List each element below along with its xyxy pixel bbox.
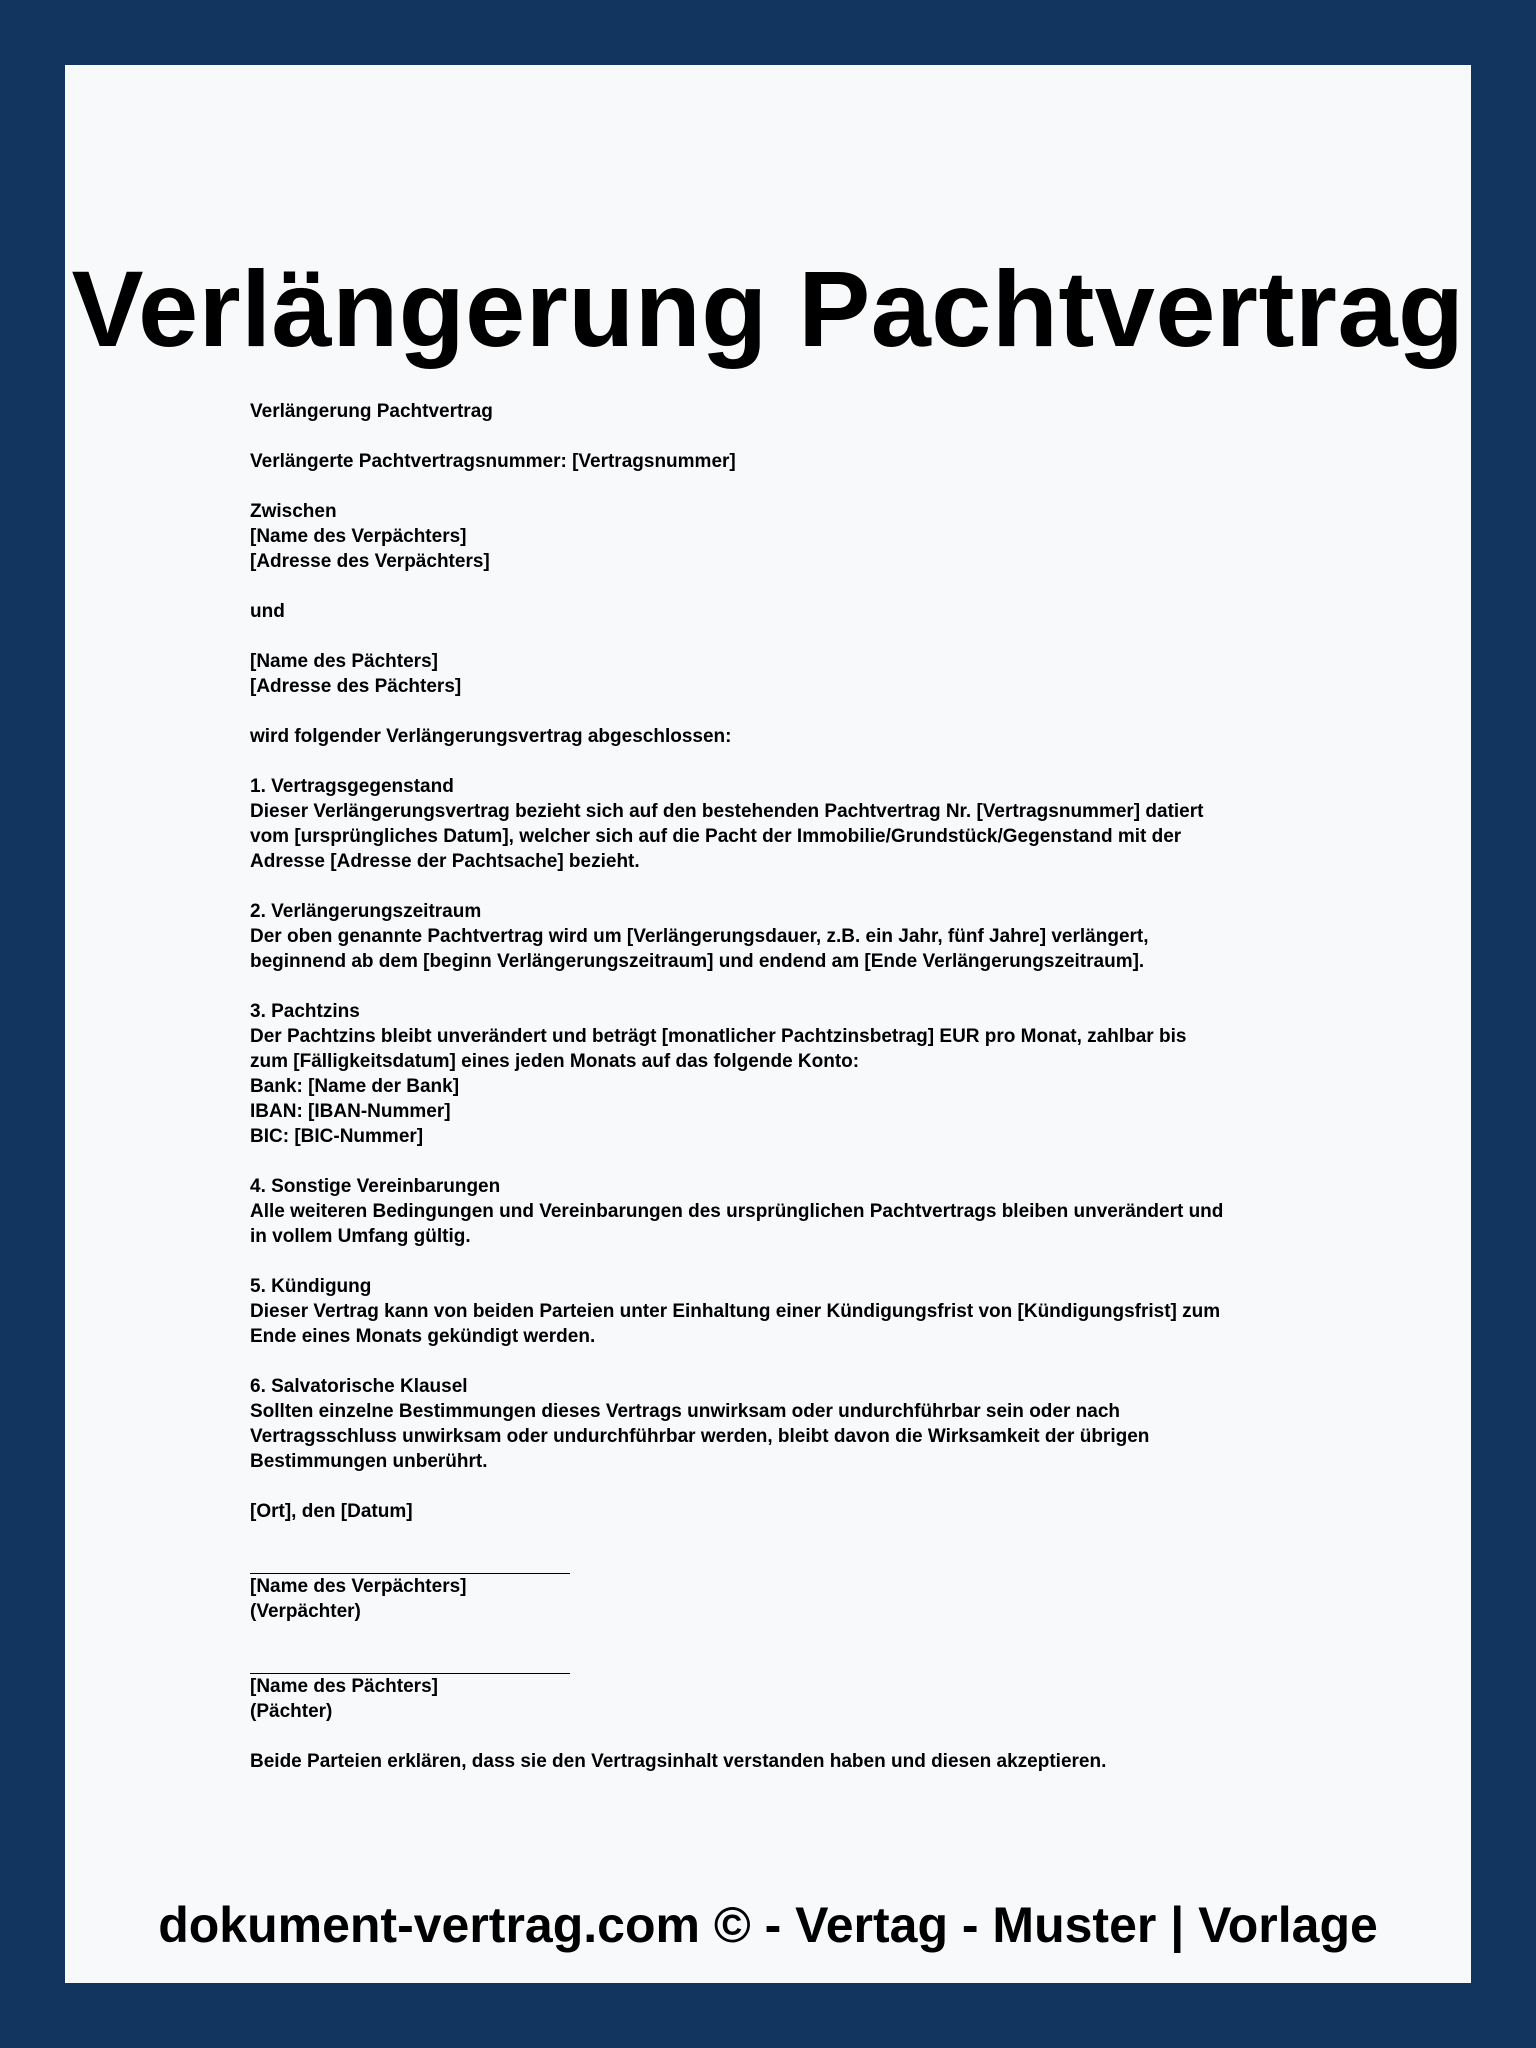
section-line: Der oben genannte Pachtvertrag wird um [Verlängerungsdauer, z.B. ein Jahr, fünf Jahre] verlängert, xyxy=(250,926,1149,947)
signature-line-tenant xyxy=(250,1653,570,1674)
signature-role-lessor: (Verpächter) xyxy=(250,1601,361,1622)
signature-name-tenant: [Name des Pächters] xyxy=(250,1676,438,1697)
lessor-name: [Name des Verpächters] xyxy=(250,526,467,547)
footer-credit: dokument-vertrag.com © - Vertag - Muster | Vorlage xyxy=(158,1897,1378,1953)
section-line: Sollten einzelne Bestimmungen dieses Vertrags unwirksam oder undurchführbar sein oder nach xyxy=(250,1401,1120,1422)
section-line: Vertragsschluss unwirksam oder undurchführbar werden, bleibt davon die Wirksamkeit der übrigen xyxy=(250,1426,1150,1447)
section-heading: 5. Kündigung xyxy=(250,1276,372,1297)
and-label: und xyxy=(250,601,285,622)
bank-line: Bank: [Name der Bank] xyxy=(250,1076,460,1097)
section-heading: 6. Salvatorische Klausel xyxy=(250,1376,468,1397)
iban-line: IBAN: [IBAN-Nummer] xyxy=(250,1101,451,1122)
document-page xyxy=(65,65,1471,1983)
lessor-address: [Adresse des Verpächters] xyxy=(250,551,490,572)
doc-heading: Verlängerung Pachtvertrag xyxy=(250,401,493,422)
section-line: Adresse [Adresse der Pachtsache] bezieht. xyxy=(250,851,640,872)
closing-statement: Beide Parteien erklären, dass sie den Vertragsinhalt verstanden haben und diesen akzeptieren. xyxy=(250,1751,1107,1772)
contract-number: Verlängerte Pachtvertragsnummer: [Vertragsnummer] xyxy=(250,451,736,472)
section-heading: 3. Pachtzins xyxy=(250,1001,360,1022)
section-heading: 2. Verlängerungszeitraum xyxy=(250,901,482,922)
section-line: Ende eines Monats gekündigt werden. xyxy=(250,1326,596,1347)
signature-line-lessor xyxy=(250,1553,570,1574)
section-line: Dieser Verlängerungsvertrag bezieht sich auf den bestehenden Pachtvertrag Nr. [Vertragsnummer] datiert xyxy=(250,801,1204,822)
section-line: vom [ursprüngliches Datum], welcher sich auf die Pacht der Immobilie/Grundstück/Gegenstand mit der xyxy=(250,826,1182,847)
section-line: Dieser Vertrag kann von beiden Parteien unter Einhaltung einer Kündigungsfrist von [Kündigungsfrist] zum xyxy=(250,1301,1221,1322)
section-heading: 1. Vertragsgegenstand xyxy=(250,776,454,797)
intro-text: wird folgender Verlängerungsvertrag abgeschlossen: xyxy=(250,726,732,747)
bic-line: BIC: [BIC-Nummer] xyxy=(250,1126,424,1147)
tenant-name: [Name des Pächters] xyxy=(250,651,438,672)
place-date: [Ort], den [Datum] xyxy=(250,1501,413,1522)
section-line: Bestimmungen unberührt. xyxy=(250,1451,488,1472)
section-line: Alle weiteren Bedingungen und Vereinbarungen des ursprünglichen Pachtvertrags bleiben unverändert und xyxy=(250,1201,1224,1222)
contract-body xyxy=(250,399,1310,1774)
section-heading: 4. Sonstige Vereinbarungen xyxy=(250,1176,501,1197)
section-line: beginnend ab dem [beginn Verlängerungszeitraum] und endend am [Ende Verlängerungszeitraum]. xyxy=(250,951,1145,972)
signature-name-lessor: [Name des Verpächters] xyxy=(250,1576,467,1597)
signature-role-tenant: (Pächter) xyxy=(250,1701,333,1722)
section-line: in vollem Umfang gültig. xyxy=(250,1226,471,1247)
page-title: Verlängerung Pachtvertrag xyxy=(71,248,1465,369)
between-label: Zwischen xyxy=(250,501,337,522)
section-line: Der Pachtzins bleibt unverändert und beträgt [monatlicher Pachtzinsbetrag] EUR pro Monat, zahlbar bis xyxy=(250,1026,1187,1047)
tenant-address: [Adresse des Pächters] xyxy=(250,676,462,697)
section-line: zum [Fälligkeitsdatum] eines jeden Monats auf das folgende Konto: xyxy=(250,1051,860,1072)
